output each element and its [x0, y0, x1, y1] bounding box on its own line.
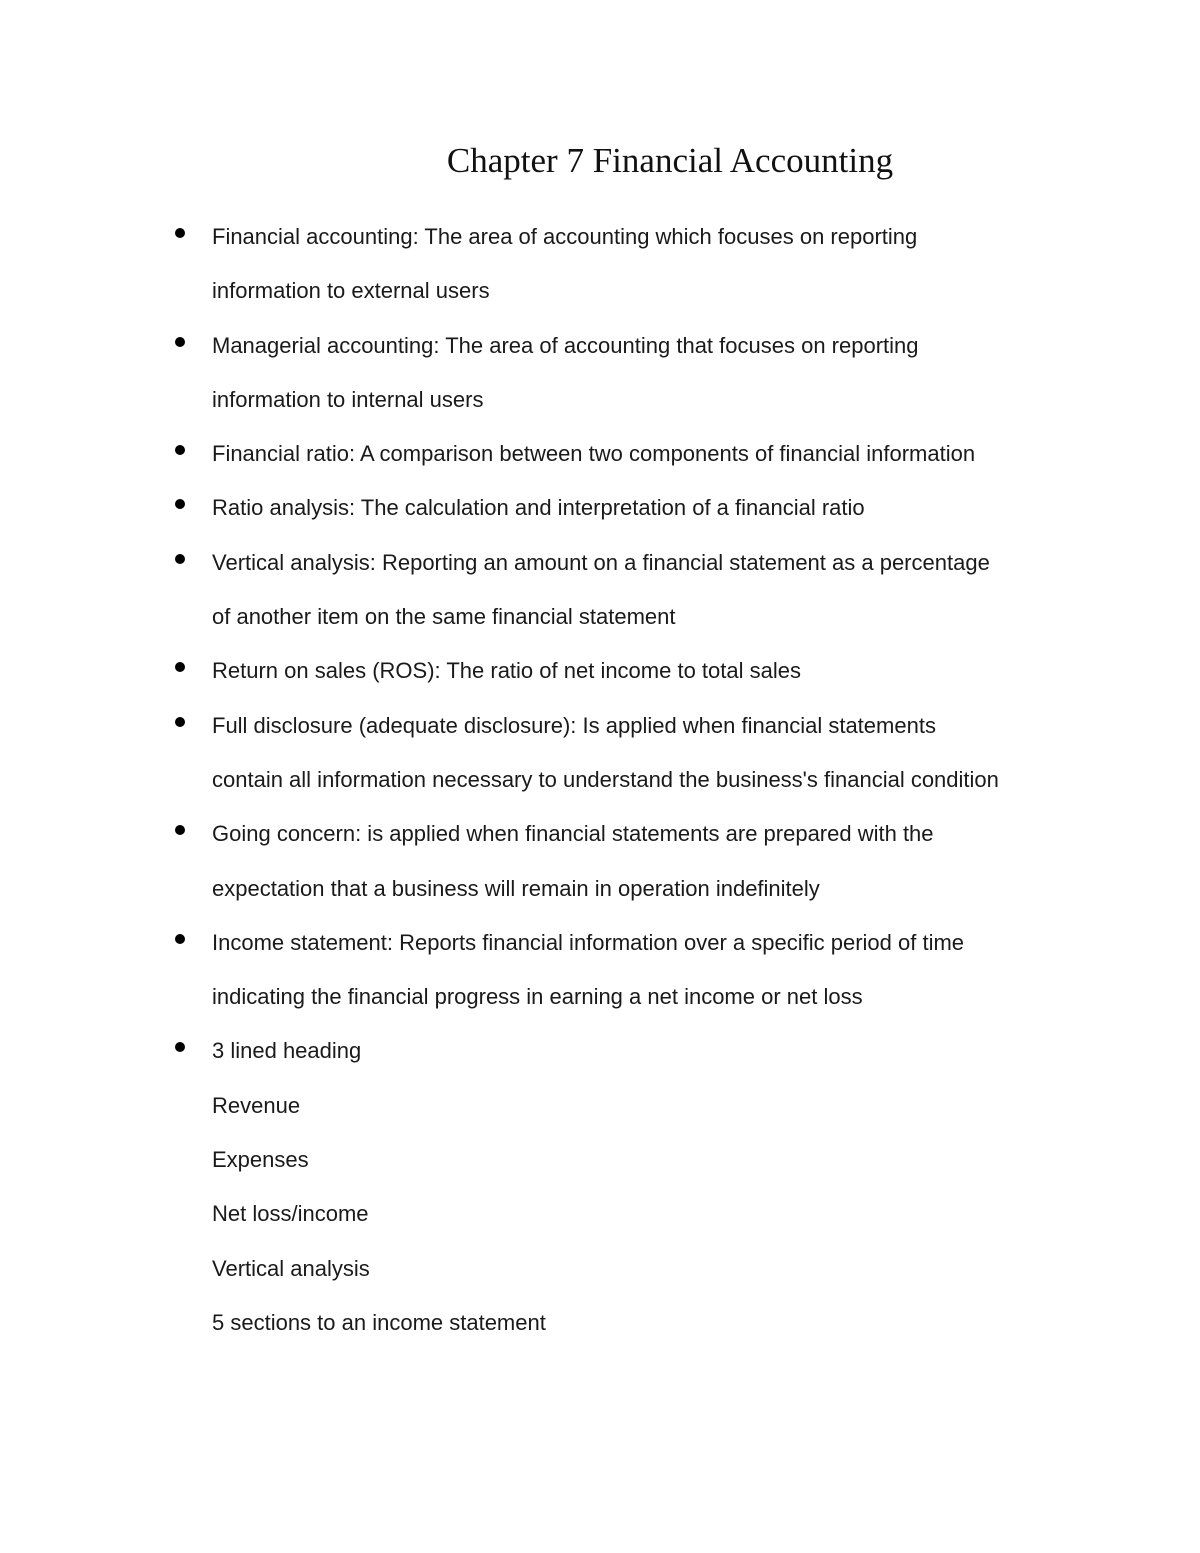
line-text: of another item on the same financial statement [212, 604, 676, 630]
line-text: contain all information necessary to understand the business's financial condition [212, 766, 999, 792]
line-text: Vertical analysis: Reporting an amount on a financial statement as a percentage [212, 549, 990, 575]
line-text: Net loss/income [212, 1201, 369, 1227]
continuation-line [0, 1133, 1200, 1187]
line-text: Full disclosure (adequate disclosure): Is applied when financial statements [212, 712, 936, 738]
line-text: expectation that a business will remain in operation indefinitely [212, 875, 820, 901]
line-text: information to internal users [212, 386, 484, 412]
bullet-item [0, 481, 1200, 535]
bullet-item [0, 699, 1200, 753]
line-text: Ratio analysis: The calculation and interpretation of a financial ratio [212, 495, 865, 521]
bullet-item [0, 916, 1200, 970]
continuation-line [0, 1242, 1200, 1296]
bullet-item [0, 427, 1200, 481]
line-text: Revenue [212, 1092, 301, 1118]
page-title: Chapter 7 Financial Accounting [446, 141, 894, 180]
bullet-item [0, 644, 1200, 698]
line-text: 5 sections to an income statement [212, 1309, 546, 1335]
line-text: Financial accounting: The area of accounting which focuses on reporting [212, 224, 918, 249]
line-text: Financial ratio: A comparison between two components of financial information [212, 441, 976, 467]
bullet-icon [175, 337, 185, 347]
bullet-icon [175, 499, 185, 509]
line-text: indicating the financial progress in earning a net income or net loss [212, 984, 863, 1010]
bullet-item [0, 319, 1200, 373]
line-text: information to external users [212, 278, 490, 304]
continuation-line [0, 373, 1200, 427]
bullet-item [0, 1024, 1200, 1078]
bullet-icon [175, 554, 185, 564]
bullet-icon [175, 717, 185, 727]
line-text: Expenses [212, 1147, 309, 1173]
line-text: Vertical analysis [212, 1255, 370, 1281]
continuation-line [0, 264, 1200, 318]
line-text: 3 lined heading [212, 1038, 362, 1064]
bullet-icon [175, 934, 185, 944]
continuation-line [0, 970, 1200, 1024]
continuation-line [0, 753, 1200, 807]
bullet-icon [175, 228, 185, 238]
bullet-item [0, 807, 1200, 861]
bullet-icon [175, 1042, 185, 1052]
notes-list [0, 210, 1200, 1350]
line-text: Going concern: is applied when financial statements are prepared with the [212, 821, 934, 847]
bullet-icon [175, 445, 185, 455]
line-text: Managerial accounting: The area of accounting that focuses on reporting [212, 332, 919, 358]
line-text: Return on sales (ROS): The ratio of net income to total sales [212, 658, 801, 684]
bullet-item [0, 536, 1200, 590]
continuation-line [0, 862, 1200, 916]
continuation-line [0, 1187, 1200, 1241]
bullet-icon [175, 825, 185, 835]
continuation-line [0, 590, 1200, 644]
bullet-icon [175, 662, 185, 672]
line-text: Income statement: Reports financial information over a specific period of time [212, 929, 965, 955]
bullet-item [0, 210, 1200, 264]
continuation-line [0, 1079, 1200, 1133]
continuation-line [0, 1296, 1200, 1350]
